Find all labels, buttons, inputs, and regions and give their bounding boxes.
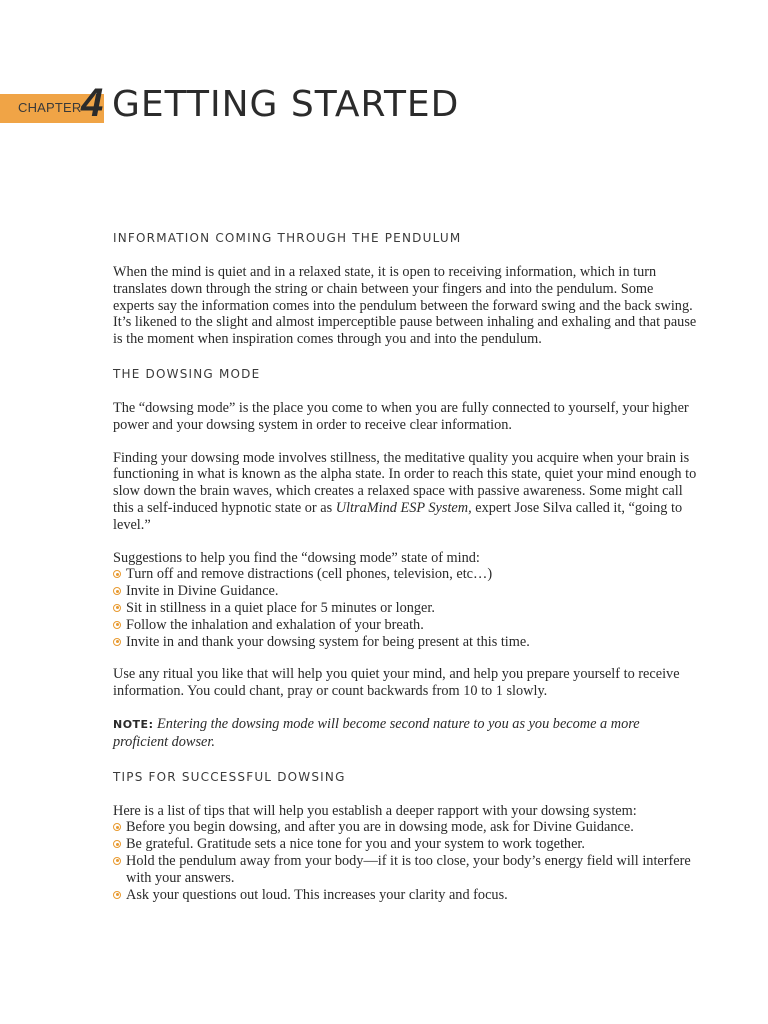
section-heading-dowsing-mode: THE DOWSING MODE (113, 366, 261, 381)
bullet-icon (113, 857, 121, 865)
paragraph-text: expert Jose Silva called it, “going to level.” (113, 499, 683, 533)
list-item: Invite in Divine Guidance. (113, 583, 698, 600)
bullet-icon (113, 840, 121, 848)
bullet-icon (113, 638, 121, 646)
list-intro: Suggestions to help you find the “dowsing mode” state of mind: (113, 549, 480, 566)
bullet-icon (113, 587, 121, 595)
list-item: Hold the pendulum away from your body—if it is too close, your body’s energy field will interfere with your answers. (113, 853, 698, 887)
chapter-number: 4 (81, 81, 104, 125)
page-body (113, 230, 698, 903)
paragraph (113, 450, 698, 534)
note (113, 716, 698, 751)
bullet-icon (113, 604, 121, 612)
section-heading-pendulum: INFORMATION COMING THROUGH THE PENDULUM (113, 231, 462, 245)
page-title: GETTING STARTED (112, 84, 460, 125)
list-intro: Here is a list of tips that will help you establish a deeper rapport with your dowsing system: (113, 802, 637, 819)
list-item: Invite in and thank your dowsing system for being present at this time. (113, 634, 698, 651)
chapter-label: CHAPTER (18, 100, 82, 115)
list-item: Be grateful. Gratitude sets a nice tone for you and your system to work together. (113, 836, 698, 853)
bullet-icon (113, 621, 121, 629)
paragraph: The “dowsing mode” is the place you come to when you are fully connected to yourself, your higher power and your dowsing system in order to receive clear information. (113, 399, 689, 433)
list-item: Ask your questions out loud. This increases your clarity and focus. (113, 887, 698, 904)
note-text: Entering the dowsing mode will become second nature to you as you become a more proficient dowser. (113, 715, 640, 750)
book-title: UltraMind ESP System, (335, 499, 472, 516)
bullet-icon (113, 891, 121, 899)
suggestions-list (113, 566, 698, 650)
section-heading-tips: TIPS FOR SUCCESSFUL DOWSING (113, 769, 346, 784)
list-item: Before you begin dowsing, and after you are in dowsing mode, ask for Divine Guidance. (113, 819, 698, 836)
bullet-icon (113, 823, 121, 831)
list-item: Turn off and remove distractions (cell phones, television, etc…) (113, 566, 698, 583)
paragraph: Use any ritual you like that will help you quiet your mind, and help you prepare yourself to receive information. You could chant, pray or count backwards from 10 to 1 slowly. (113, 666, 680, 700)
bullet-icon (113, 570, 121, 578)
tips-list (113, 819, 698, 903)
paragraph: When the mind is quiet and in a relaxed state, it is open to receiving information, which in turn translates down through the string or chain between your fingers and into the pendulum. Some experts say the information comes into the pendulum between the forward swing and the back swing. It’s likened to the slight and almost imperceptible pause between inhaling and exhaling and that pause is the moment when inspiration comes through you and into the pendulum. (113, 264, 697, 348)
list-item: Follow the inhalation and exhalation of your breath. (113, 617, 698, 634)
note-label: NOTE: (113, 717, 154, 731)
list-item: Sit in stillness in a quiet place for 5 minutes or longer. (113, 600, 698, 617)
paragraph-text: Finding your dowsing mode involves stillness, the meditative quality you acquire when your brain is functioning in what is known as the alpha state. In order to reach this state, quiet your mind enough to slow down the brain waves, which creates a relaxed space with passive awareness. Some might call this a self-induced hypnotic state or as (113, 449, 697, 516)
